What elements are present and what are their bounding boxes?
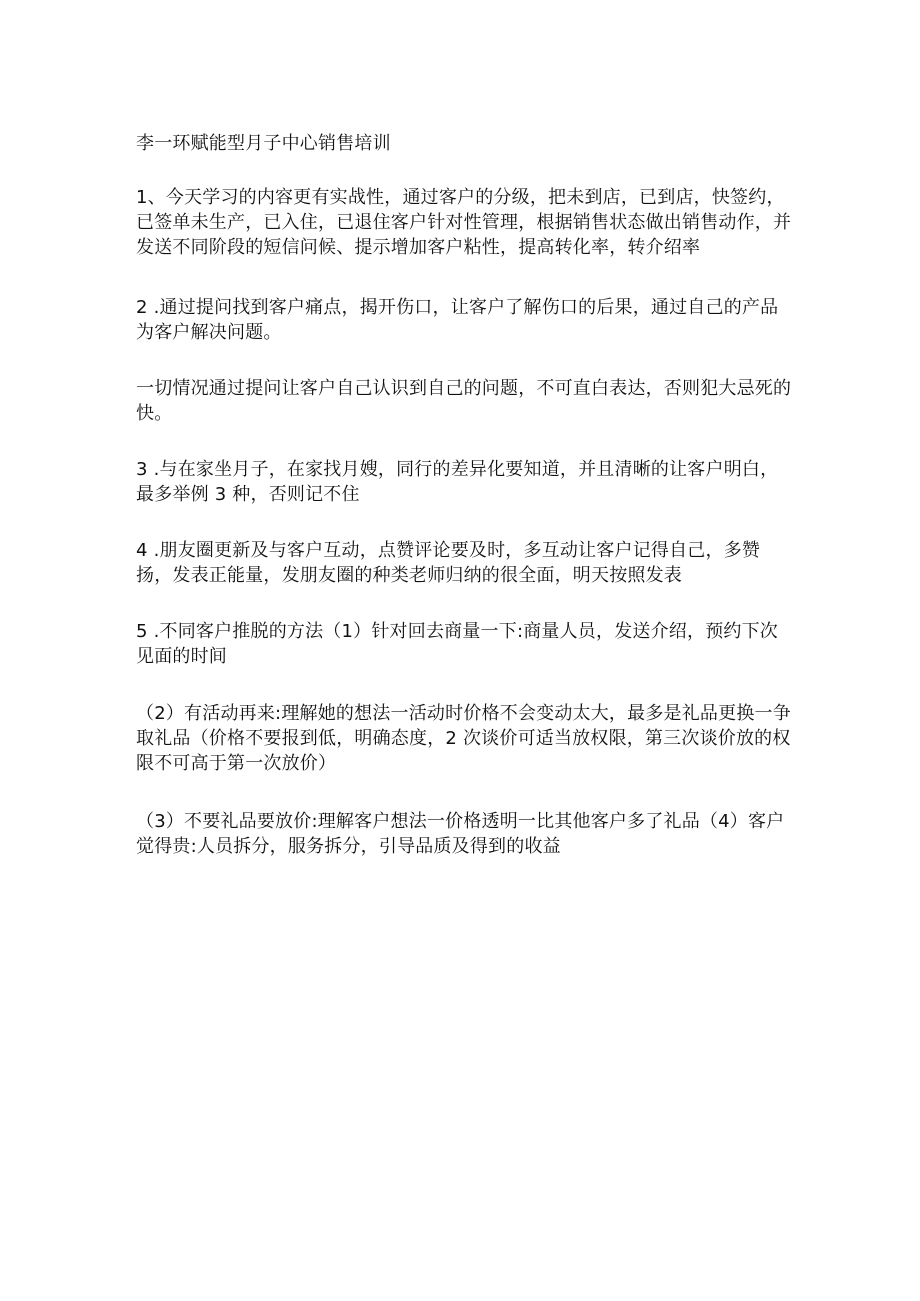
paragraph-8: （3）不要礼品要放价:理解客户想法一价格透明一比其他客户多了礼品（4）客户觉得贵:人员拆分，服务拆分，引导品质及得到的收益 [136, 811, 785, 857]
paragraph-1: 1、今天学习的内容更有实战性，通过客户的分级，把未到店，已到店，快签约，已签单未生产，已入住，已退住客户针对性管理，根据销售状态做出销售动作，并发送不同阶段的短信问候、提示增加客户粘性，提高转化率，转介绍率 [136, 187, 792, 258]
paragraph-7: （2）有活动再来:理解她的想法一活动时价格不会变动太大，最多是礼品更换一争取礼品（价格不要报到低，明确态度，2 次谈价可适当放权限，第三次谈价放的权限不可高于第一次放价） [136, 703, 791, 774]
paragraph-3: 一切情况通过提问让客户自己认识到自己的问题，不可直白表达，否则犯大忌死的快。 [136, 378, 792, 424]
paragraph-5: 4 .朋友圈更新及与客户互动，点赞评论要及时，多互动让客户记得自己，多赞扬，发表正能量，发朋友圈的种类老师归纳的很全面，明天按照发表 [136, 540, 761, 586]
paragraph-6: 5 .不同客户推脱的方法（1）针对回去商量一下:商量人员，发送介绍，预约下次见面的时间 [136, 621, 779, 667]
document-title: 李一环赋能型月子中心销售培训 [136, 133, 391, 154]
paragraph-2: 2 .通过提问找到客户痛点，揭开伤口，让客户了解伤口的后果，通过自己的产品为客户解决问题。 [136, 297, 779, 343]
paragraph-4: 3 .与在家坐月子，在家找月嫂，同行的差异化要知道，并且清晰的让客户明白，最多举例 3 种，否则记不住 [136, 459, 779, 505]
